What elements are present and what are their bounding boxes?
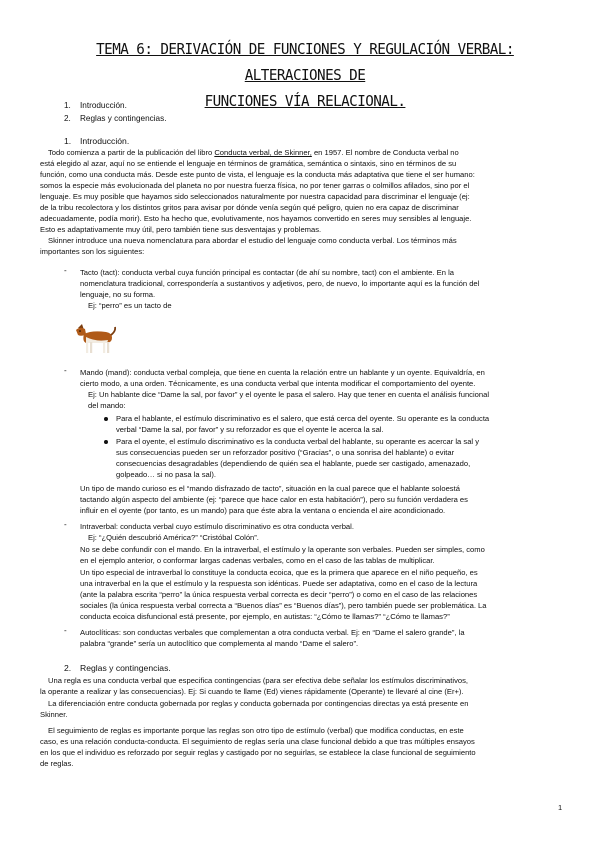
intraverbal-line: sociales (la única respuesta verbal correcta a “Buenos días” es “Buenos días”), pero también puede ser problemática. La xyxy=(80,601,487,610)
list-dash: - xyxy=(64,626,67,635)
section-number: 1. xyxy=(64,136,72,146)
tacto-example: Ej: “perro” es un tacto de xyxy=(88,301,172,310)
page-number: 1 xyxy=(558,803,563,812)
toc-item-label: Introducción. xyxy=(80,101,127,110)
list-dash: - xyxy=(64,266,67,275)
bullet-line: sus consecuencias pueden ser un reforzador positivo (“Gracias”, o una sonrisa del hablante) o evitar xyxy=(116,448,455,457)
section-heading: Introducción. xyxy=(80,136,130,146)
toc-item-number: 2. xyxy=(64,114,71,123)
paragraph-line: función, como una conducta más. Desde este punto de vista, el lenguaje es la conducta más adaptativa que tiene el ser humano: xyxy=(40,170,475,179)
mando-line: cierto modo, a una orden. Técnicamente, es una conducta verbal que intenta modificar el comportamiento del oyente. xyxy=(80,379,476,388)
disfrazado-line: tactando algún aspecto del ambiente (ej: “parece que hace calor en esta habitación”), pero su función verdadera es xyxy=(80,495,468,504)
paragraph-line: Skinner introduce una nueva nomenclatura para abordar el estudio del lenguaje como conducta verbal. Los términos más xyxy=(48,236,457,245)
paragraph-line: Skinner. xyxy=(40,710,68,719)
intraverbal-line: Intraverbal: conducta verbal cuyo estímulo discriminativo es otra conducta verbal. xyxy=(80,522,354,531)
paragraph-line: la operante a realizar y las consecuencias). Ej: Si cuando te llame (Ed) vienes rápidamente (Operante) te llevaré al cine (Er+). xyxy=(40,687,464,696)
mando-line: Mando (mand): conducta verbal compleja, que tiene en cuenta la relación entre un hablante y un oyente. Equivaldría, en xyxy=(80,368,485,377)
section-number: 2. xyxy=(64,663,72,673)
paragraph-line: está elegido al azar, aquí no se entiende el lenguaje en términos de gramática, semántica o sintaxis, sino en términos de su xyxy=(40,159,457,168)
bullet-line: Para el oyente, el estímulo discriminativo es la conducta verbal del hablante, su operante es acercar la sal y xyxy=(116,437,480,446)
bullet-line: golpeado… si no pasa la sal). xyxy=(116,470,217,479)
bullet-line: verbal “Dame la sal, por favor” y su reforzador es que el oyente le acerca la sal. xyxy=(116,425,384,434)
book-title-link: Conducta verbal, de Skinner, xyxy=(214,148,312,157)
intraverbal-line: Un tipo especial de intraverbal lo constituye la conducta ecoica, que es la primera que aparece en el niño pequeño, es xyxy=(80,568,478,577)
intro-text-end: en 1957. El nombre de Conducta verbal no xyxy=(311,148,459,157)
dog-illustration xyxy=(72,318,116,358)
paragraph-line: La diferenciación entre conducta gobernada por reglas y conducta gobernada por contingencias directas ya está presente en xyxy=(48,699,469,708)
paragraph-line: importantes son los siguientes: xyxy=(40,247,145,256)
title-line-2: FUNCIONES VÍA RELACIONAL. xyxy=(204,92,406,110)
intraverbal-line: una intraverbal en la que el estímulo y la respuesta son idénticas. Puede ser adaptativa, como en el caso de la lectura xyxy=(80,579,478,588)
toc-item-number: 1. xyxy=(64,101,71,110)
autocliticas-line: Autoclíticas: son conductas verbales que complementan a otra conducta verbal. Ej: en “Dame el salero grande”, la xyxy=(80,628,465,637)
section-heading: Reglas y contingencias. xyxy=(80,663,171,673)
paragraph-line: Una regla es una conducta verbal que especifica contingencias (para ser efectiva debe señalar los estímulos discriminativos, xyxy=(48,676,468,685)
bullet-line: Para el hablante, el estímulo discriminativo es el salero, que está cerca del oyente. Su operante es la conducta xyxy=(116,414,490,423)
intraverbal-line: conducta ecoica disfuncional está presente, por ejemplo, en autistas: “¿Cómo te llamas?” “¿Cómo te llamas?” xyxy=(80,612,450,621)
page-title xyxy=(61,36,549,114)
paragraph-line: Esto es adaptativamente muy útil, pero también tiene sus desventajas y problemas. xyxy=(40,225,322,234)
paragraph-line: de reglas. xyxy=(40,759,74,768)
autocliticas-line: palabra “grande” sería un autoclítico que complementa al mando “Dame el salero”. xyxy=(80,639,359,648)
tacto-line: Tacto (tact): conducta verbal cuya función principal es contactar (de ahí su nombre, tact) con el ambiente. En la xyxy=(80,268,454,277)
intro-text-start: Todo comienza a partir de la publicación del libro xyxy=(48,148,215,157)
paragraph-line: caso, es una relación conducta-conducta. El seguimiento de reglas sería una clase funcional debido a que tras múltiples ensayos xyxy=(40,737,475,746)
bullet-line: consecuencias desagradables (dependiendo de quién sea el hablante, puede ser castigado, amenazado, xyxy=(116,459,471,468)
mando-line: del mando: xyxy=(88,401,126,410)
list-dash: - xyxy=(64,366,67,375)
intraverbal-line: (ante la palabra escrita “perro” la única respuesta verbal correcta es decir “perro”) o como en el caso de las relaciones xyxy=(80,590,478,599)
bullet-dot xyxy=(104,440,108,444)
mando-line: Ej: Un hablante dice “Dame la sal, por favor” y el oyente le pasa el salero. Hay que tener en cuenta el análisis funcional xyxy=(88,390,490,399)
disfrazado-line: Un tipo de mando curioso es el “mando disfrazado de tacto”, situación en la cual parece que el hablante soloestá xyxy=(80,484,460,493)
intraverbal-line: No se debe confundir con el mando. En la intraverbal, el estímulo y la operante son verbales. Pueden ser simples, como xyxy=(80,545,485,554)
bullet-dot xyxy=(104,417,108,421)
paragraph-line: lenguaje. Es muy posible que hayamos sido seleccionados naturalmente por nuestra capacidad para discriminar el lenguaje (ej: xyxy=(40,192,470,201)
tacto-line: lenguaje, no su forma. xyxy=(80,290,156,299)
intraverbal-line: Ej: “¿Quién descubrió América?” “Cristóbal Colón”. xyxy=(88,533,259,542)
paragraph-line: El seguimiento de reglas es importante porque las reglas son otro tipo de estímulo (verbal) que modifica conductas, en este xyxy=(48,726,464,735)
title-line-1: TEMA 6: DERIVACIÓN DE FUNCIONES Y REGULACIÓN VERBAL: ALTERACIONES DE xyxy=(96,40,514,84)
list-dash: - xyxy=(64,520,67,529)
paragraph-line: somos la especie más evolucionada del planeta no por nuestra fuerza física, no por tener garras o colmillos afilados, sino por el xyxy=(40,181,470,190)
disfrazado-line: influir en el oyente (por tanto, es un mando) para que éste abra la ventana o encienda el aire acondicionado. xyxy=(80,506,446,515)
paragraph-line: de la tribu recolectora y los distintos gritos para avisar por dónde venía según qué peligro, quien no era capaz de discriminar xyxy=(40,203,459,212)
tacto-line: nomenclatura tradicional, correspondería a sustantivos y adjetivos, pero, de nuevo, lo importante aquí es la función del xyxy=(80,279,480,288)
paragraph-line xyxy=(48,148,459,158)
paragraph-line: en los que el individuo es reforzado por seguir reglas y castigado por no seguirlas, se establece la clase funcional de seguimiento xyxy=(40,748,476,757)
toc-item-label: Reglas y contingencias. xyxy=(80,114,167,123)
paragraph-line: adecuadamente, podía morir). Esto ha hecho que, evolutivamente, nos hayamos convertido en seres muy sensibles al lenguaje. xyxy=(40,214,472,223)
intraverbal-line: en el ejemplo anterior, o conformar largas cadenas verbales, como en el caso de las tablas de multiplicar. xyxy=(80,556,435,565)
